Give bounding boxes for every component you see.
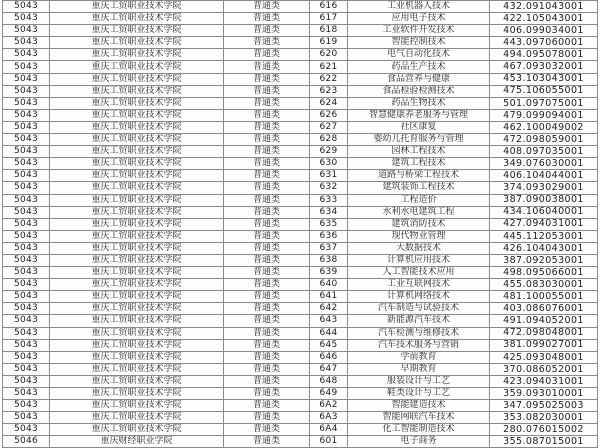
school-code-cell: 5043 [3,195,50,207]
school-name-cell: 重庆工贸职业技术学院 [50,74,224,86]
major-code-cell: 618 [310,25,348,37]
category-cell: 普通类 [224,146,310,158]
category-cell: 普通类 [224,158,310,170]
school-code-cell: 5043 [3,134,50,146]
table-row [3,207,598,219]
table-row [3,98,598,110]
category-cell: 普通类 [224,315,310,327]
major-name-cell: 智慧健康养老服务与管理 [348,110,490,122]
score-cell: 432.091043001 [490,1,598,13]
major-code-cell: 641 [310,291,348,303]
category-cell: 普通类 [224,74,310,86]
school-code-cell: 5043 [3,412,50,424]
major-code-cell: 642 [310,303,348,315]
table-row [3,376,598,388]
score-cell: 370.086052001 [490,364,598,376]
major-name-cell: 建筑工程技术 [348,158,490,170]
score-cell: 494.095078001 [490,49,598,61]
score-cell: 374.093029001 [490,182,598,194]
category-cell: 普通类 [224,134,310,146]
major-code-cell: 646 [310,352,348,364]
table-row [3,400,598,412]
score-table [2,0,598,448]
school-code-cell: 5043 [3,279,50,291]
school-code-cell: 5043 [3,182,50,194]
school-name-cell: 重庆工贸职业技术学院 [50,279,224,291]
school-name-cell: 重庆工贸职业技术学院 [50,122,224,134]
major-code-cell: 644 [310,328,348,340]
table-row [3,340,598,352]
score-cell: 472.098048001 [490,328,598,340]
category-cell: 普通类 [224,388,310,400]
major-name-cell: 应用电子技术 [348,13,490,25]
category-cell: 普通类 [224,110,310,122]
category-cell: 普通类 [224,436,310,448]
school-name-cell: 重庆工贸职业技术学院 [50,376,224,388]
major-name-cell: 鞋类设计与工艺 [348,388,490,400]
category-cell: 普通类 [224,219,310,231]
school-code-cell: 5043 [3,352,50,364]
major-name-cell: 食品检验检测技术 [348,86,490,98]
table-row [3,182,598,194]
score-cell: 467.093032001 [490,61,598,73]
major-name-cell: 化工智能制造技术 [348,424,490,436]
major-name-cell: 社区康复 [348,122,490,134]
major-name-cell: 药品生物技术 [348,98,490,110]
major-name-cell: 计算机网络技术 [348,291,490,303]
major-code-cell: 636 [310,231,348,243]
school-name-cell: 重庆工贸职业技术学院 [50,207,224,219]
major-code-cell: 639 [310,267,348,279]
major-name-cell: 电气自动化技术 [348,49,490,61]
school-code-cell: 5043 [3,146,50,158]
table-row [3,122,598,134]
school-code-cell: 5043 [3,364,50,376]
category-cell: 普通类 [224,122,310,134]
table-row [3,86,598,98]
table-row [3,412,598,424]
category-cell: 普通类 [224,207,310,219]
table-row [3,195,598,207]
score-cell: 406.099034001 [490,25,598,37]
table-row [3,436,598,448]
school-name-cell: 重庆工贸职业技术学院 [50,231,224,243]
score-cell: 425.093048001 [490,352,598,364]
category-cell: 普通类 [224,352,310,364]
score-cell: 353.082030001 [490,412,598,424]
school-code-cell: 5043 [3,340,50,352]
school-name-cell: 重庆工贸职业技术学院 [50,243,224,255]
major-code-cell: 601 [310,436,348,448]
school-code-cell: 5043 [3,231,50,243]
table-row [3,255,598,267]
category-cell: 普通类 [224,86,310,98]
score-cell: 481.100055001 [490,291,598,303]
table-row [3,146,598,158]
school-code-cell: 5043 [3,255,50,267]
major-name-cell: 早期教育 [348,364,490,376]
major-code-cell: 645 [310,340,348,352]
major-name-cell: 汽车检测与维修技术 [348,328,490,340]
major-code-cell: 616 [310,1,348,13]
school-name-cell: 重庆工贸职业技术学院 [50,25,224,37]
major-code-cell: 630 [310,158,348,170]
school-name-cell: 重庆工贸职业技术学院 [50,400,224,412]
school-code-cell: 5043 [3,388,50,400]
category-cell: 普通类 [224,424,310,436]
school-code-cell: 5043 [3,13,50,25]
school-name-cell: 重庆工贸职业技术学院 [50,352,224,364]
major-code-cell: 626 [310,110,348,122]
score-cell: 403.086076001 [490,303,598,315]
school-name-cell: 重庆工贸职业技术学院 [50,364,224,376]
major-name-cell: 药品生产技术 [348,61,490,73]
table-row [3,364,598,376]
category-cell: 普通类 [224,243,310,255]
table-row [3,291,598,303]
school-name-cell: 重庆工贸职业技术学院 [50,134,224,146]
school-code-cell: 5043 [3,25,50,37]
school-name-cell: 重庆工贸职业技术学院 [50,37,224,49]
school-name-cell: 重庆工贸职业技术学院 [50,61,224,73]
major-name-cell: 道路与桥梁工程技术 [348,170,490,182]
school-code-cell: 5043 [3,315,50,327]
school-code-cell: 5043 [3,207,50,219]
score-cell: 455.083030001 [490,279,598,291]
major-name-cell: 食品营养与健康 [348,74,490,86]
category-cell: 普通类 [224,182,310,194]
major-name-cell: 大数据技术 [348,243,490,255]
major-code-cell: 6A2 [310,400,348,412]
score-cell: 498.095066001 [490,267,598,279]
category-cell: 普通类 [224,61,310,73]
category-cell: 普通类 [224,25,310,37]
table-row [3,388,598,400]
category-cell: 普通类 [224,37,310,49]
score-cell: 434.106040001 [490,207,598,219]
school-code-cell: 5043 [3,98,50,110]
score-cell: 408.097035001 [490,146,598,158]
category-cell: 普通类 [224,98,310,110]
score-cell: 427.094031001 [490,219,598,231]
score-cell: 387.090038001 [490,195,598,207]
table-row [3,315,598,327]
school-name-cell: 重庆工贸职业技术学院 [50,388,224,400]
school-name-cell: 重庆工贸职业技术学院 [50,424,224,436]
school-code-cell: 5043 [3,158,50,170]
major-name-cell: 服装设计与工艺 [348,376,490,388]
score-cell: 426.104043001 [490,243,598,255]
school-code-cell: 5043 [3,86,50,98]
score-cell: 472.098059001 [490,134,598,146]
table-row [3,219,598,231]
category-cell: 普通类 [224,195,310,207]
major-name-cell: 建筑装饰工程技术 [348,182,490,194]
score-cell: 422.105043001 [490,13,598,25]
major-code-cell: 631 [310,170,348,182]
school-name-cell: 重庆工贸职业技术学院 [50,158,224,170]
major-name-cell: 计算机应用技术 [348,255,490,267]
category-cell: 普通类 [224,231,310,243]
table-row [3,37,598,49]
major-name-cell: 婴幼儿托育服务与管理 [348,134,490,146]
school-code-cell: 5043 [3,328,50,340]
major-code-cell: 643 [310,315,348,327]
table-row [3,13,598,25]
school-code-cell: 5043 [3,110,50,122]
table-row [3,267,598,279]
major-code-cell: 634 [310,207,348,219]
category-cell: 普通类 [224,376,310,388]
major-code-cell: 627 [310,122,348,134]
table-row [3,49,598,61]
major-code-cell: 619 [310,37,348,49]
score-cell: 406.104044001 [490,170,598,182]
major-code-cell: 621 [310,61,348,73]
school-code-cell: 5043 [3,1,50,13]
score-cell: 423.094031001 [490,376,598,388]
school-name-cell: 重庆工贸职业技术学院 [50,315,224,327]
score-cell: 359.093010001 [490,388,598,400]
score-cell: 462.100049002 [490,122,598,134]
school-code-cell: 5043 [3,37,50,49]
category-cell: 普通类 [224,13,310,25]
major-name-cell: 人工智能技术应用 [348,267,490,279]
major-name-cell: 工程造价 [348,195,490,207]
table-row [3,170,598,182]
table-row [3,424,598,436]
major-name-cell: 智能网联汽车技术 [348,412,490,424]
major-name-cell: 工业互联网技术 [348,279,490,291]
major-code-cell: 623 [310,86,348,98]
category-cell: 普通类 [224,49,310,61]
score-cell: 355.087015001 [490,436,598,448]
score-cell: 349.076030001 [490,158,598,170]
major-code-cell: 647 [310,364,348,376]
school-name-cell: 重庆工贸职业技术学院 [50,328,224,340]
category-cell: 普通类 [224,279,310,291]
school-code-cell: 5043 [3,376,50,388]
category-cell: 普通类 [224,267,310,279]
table-row [3,61,598,73]
school-name-cell: 重庆工贸职业技术学院 [50,110,224,122]
category-cell: 普通类 [224,412,310,424]
school-code-cell: 5043 [3,267,50,279]
school-code-cell: 5043 [3,303,50,315]
major-code-cell: 6A4 [310,424,348,436]
table-row [3,158,598,170]
major-code-cell: 6A3 [310,412,348,424]
table-row [3,74,598,86]
school-name-cell: 重庆工贸职业技术学院 [50,291,224,303]
school-code-cell: 5043 [3,400,50,412]
score-cell: 443.097060001 [490,37,598,49]
major-code-cell: 648 [310,376,348,388]
major-code-cell: 638 [310,255,348,267]
school-name-cell: 重庆工贸职业技术学院 [50,170,224,182]
major-name-cell: 工业软件开发技术 [348,25,490,37]
score-cell: 491.094052001 [490,315,598,327]
major-code-cell: 640 [310,279,348,291]
category-cell: 普通类 [224,1,310,13]
major-name-cell: 学前教育 [348,352,490,364]
school-name-cell: 重庆工贸职业技术学院 [50,267,224,279]
table-row [3,243,598,255]
major-name-cell: 电子商务 [348,436,490,448]
school-name-cell: 重庆工贸职业技术学院 [50,219,224,231]
category-cell: 普通类 [224,291,310,303]
major-code-cell: 632 [310,182,348,194]
school-name-cell: 重庆工贸职业技术学院 [50,146,224,158]
major-code-cell: 624 [310,98,348,110]
category-cell: 普通类 [224,255,310,267]
score-cell: 445.112053001 [490,231,598,243]
school-code-cell: 5043 [3,61,50,73]
school-code-cell: 5043 [3,243,50,255]
school-code-cell: 5043 [3,170,50,182]
major-name-cell: 园林工程技术 [348,146,490,158]
category-cell: 普通类 [224,340,310,352]
score-cell: 280.076015002 [490,424,598,436]
school-code-cell: 5043 [3,74,50,86]
major-name-cell: 建筑消防技术 [348,219,490,231]
major-code-cell: 635 [310,219,348,231]
school-name-cell: 重庆工贸职业技术学院 [50,255,224,267]
score-cell: 381.099027001 [490,340,598,352]
category-cell: 普通类 [224,170,310,182]
major-name-cell: 汽车技术服务与营销 [348,340,490,352]
table-row [3,25,598,37]
school-name-cell: 重庆工贸职业技术学院 [50,98,224,110]
major-name-cell: 汽车制造与试验技术 [348,303,490,315]
school-name-cell: 重庆工贸职业技术学院 [50,412,224,424]
category-cell: 普通类 [224,303,310,315]
score-cell: 475.106055001 [490,86,598,98]
major-code-cell: 620 [310,49,348,61]
score-cell: 387.092053001 [490,255,598,267]
school-code-cell: 5043 [3,219,50,231]
category-cell: 普通类 [224,364,310,376]
school-name-cell: 重庆工贸职业技术学院 [50,182,224,194]
table-row [3,279,598,291]
major-code-cell: 633 [310,195,348,207]
major-code-cell: 628 [310,134,348,146]
table-row [3,1,598,13]
school-code-cell: 5043 [3,49,50,61]
school-code-cell: 5046 [3,436,50,448]
major-name-cell: 智能控制技术 [348,37,490,49]
table-row [3,328,598,340]
major-name-cell: 工业机器人技术 [348,1,490,13]
table-row [3,134,598,146]
score-cell: 501.097075001 [490,98,598,110]
category-cell: 普通类 [224,328,310,340]
school-code-cell: 5043 [3,122,50,134]
table-row [3,110,598,122]
major-name-cell: 现代物业管理 [348,231,490,243]
school-name-cell: 重庆工贸职业技术学院 [50,340,224,352]
score-cell: 479.099094001 [490,110,598,122]
major-code-cell: 622 [310,74,348,86]
table-row [3,231,598,243]
major-name-cell: 新能源汽车技术 [348,315,490,327]
major-code-cell: 617 [310,13,348,25]
school-name-cell: 重庆工贸职业技术学院 [50,303,224,315]
major-code-cell: 637 [310,243,348,255]
school-code-cell: 5043 [3,424,50,436]
school-name-cell: 重庆财经职业学院 [50,436,224,448]
school-name-cell: 重庆工贸职业技术学院 [50,49,224,61]
table-row [3,352,598,364]
school-code-cell: 5043 [3,291,50,303]
school-name-cell: 重庆工贸职业技术学院 [50,195,224,207]
school-name-cell: 重庆工贸职业技术学院 [50,86,224,98]
category-cell: 普通类 [224,400,310,412]
score-cell: 453.103043001 [490,74,598,86]
major-name-cell: 水利水电建筑工程 [348,207,490,219]
score-cell: 347.095025003 [490,400,598,412]
major-code-cell: 629 [310,146,348,158]
major-name-cell: 智能建造技术 [348,400,490,412]
table-row [3,303,598,315]
school-name-cell: 重庆工贸职业技术学院 [50,1,224,13]
school-name-cell: 重庆工贸职业技术学院 [50,13,224,25]
major-code-cell: 649 [310,388,348,400]
